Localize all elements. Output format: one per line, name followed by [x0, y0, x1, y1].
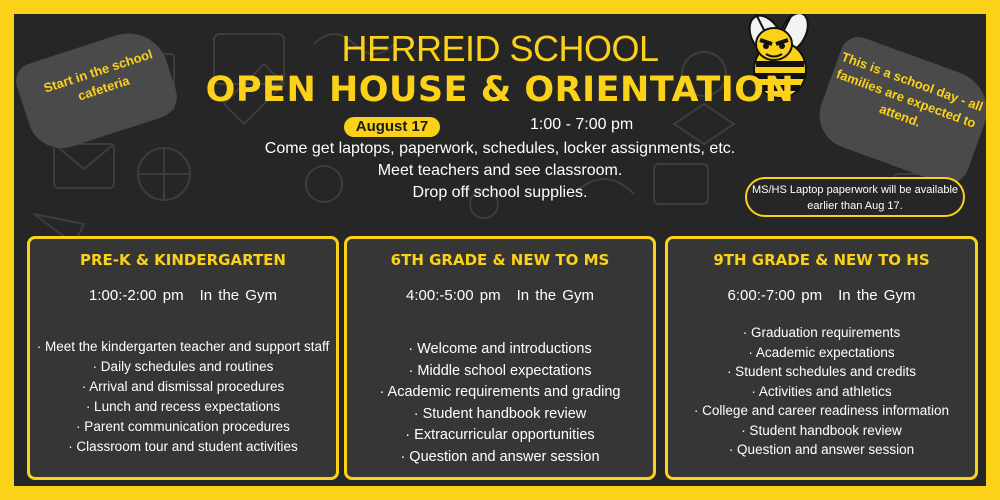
panel-time-location: [30, 287, 336, 304]
list-item: · Extracurricular opportunities: [405, 427, 595, 443]
list-item: · Activities and athletics: [751, 383, 892, 399]
panel-6th-grade: [344, 236, 656, 480]
list-item: · Student schedules and credits: [726, 364, 917, 379]
description-line: Come get laptops, paperwork, schedules, locker assignments, etc.: [264, 140, 736, 157]
list-item: · Welcome and introductions: [408, 341, 592, 357]
panel-title: 9TH GRADE & NEW TO HS: [713, 251, 930, 269]
event-title: OPEN HOUSE & ORIENTATION: [205, 70, 795, 110]
description-line: Drop off school supplies.: [412, 184, 588, 201]
school-name: HERREID SCHOOL: [341, 28, 659, 69]
list-item: · Daily schedules and routines: [92, 359, 274, 374]
list-item: · Meet the kindergarten teacher and support staff: [36, 339, 330, 354]
panel-time: 4:00:-5:00 pm: [406, 287, 501, 304]
list-item: · Student handbook review: [741, 422, 902, 438]
panel-item-list: [347, 339, 653, 468]
list-item: · Middle school expectations: [408, 362, 592, 379]
poster: [14, 14, 986, 486]
list-item: · College and career readiness information: [693, 403, 950, 418]
panel-time: 1:00:-2:00 pm: [89, 287, 184, 304]
panel-location: In the Gym: [199, 287, 277, 304]
list-item: · Question and answer session: [728, 442, 915, 457]
panel-item-list: [668, 323, 975, 460]
panel-title: PRE-K & KINDERGARTEN: [79, 251, 286, 269]
list-item: · Question and answer session: [400, 448, 600, 465]
list-item: · Academic expectations: [748, 344, 895, 360]
panel-time-location: [668, 287, 975, 304]
list-item: · Arrival and dismissal procedures: [81, 379, 285, 394]
panel-title: 6TH GRADE & NEW TO MS: [390, 251, 610, 269]
list-item: · Student handbook review: [413, 405, 587, 422]
panel-prek-kindergarten: [27, 236, 339, 480]
cafeteria-note: Start in the school cafeteria: [41, 46, 155, 104]
panel-time-location: [347, 287, 653, 304]
laptop-paperwork-note: MS/HS Laptop paperwork will be available earlier than Aug 17.: [745, 177, 965, 217]
list-item: · Classroom tour and student activities: [68, 439, 298, 454]
school-day-note: This is a school day - all families are expected to attend.: [834, 48, 986, 131]
panel-location: In the Gym: [516, 287, 594, 304]
panel-9th-grade: [665, 236, 978, 480]
list-item: · Lunch and recess expectations: [85, 399, 281, 414]
list-item: · Parent communication procedures: [76, 419, 290, 434]
description-line: Meet teachers and see classroom.: [377, 162, 623, 179]
panel-location: In the Gym: [838, 287, 916, 304]
list-item: · Graduation requirements: [742, 325, 901, 340]
event-time: 1:00 - 7:00 pm: [530, 116, 634, 133]
list-item: · Academic requirements and grading: [379, 384, 621, 400]
date-badge: August 17: [344, 117, 440, 137]
panel-time: 6:00:-7:00 pm: [727, 287, 823, 304]
panel-item-list: [30, 337, 336, 457]
